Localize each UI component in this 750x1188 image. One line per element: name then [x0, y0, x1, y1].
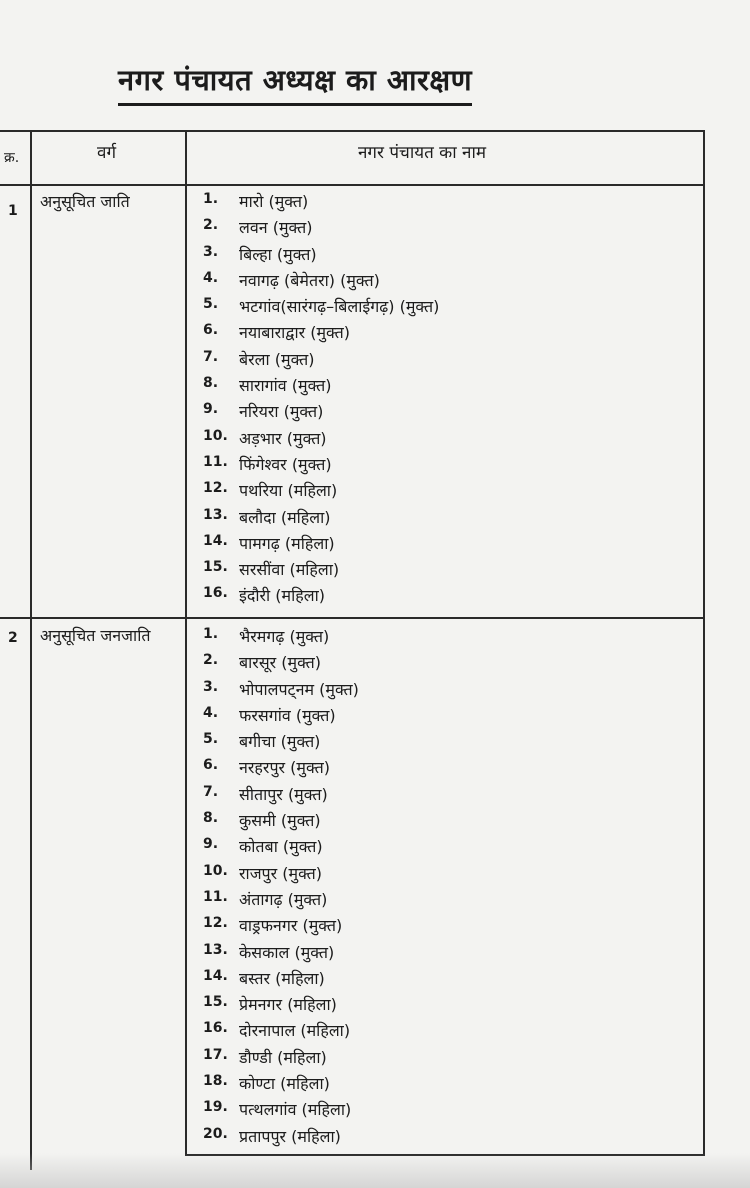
item-name: कुसमी (मुक्त) [239, 811, 321, 831]
list-item [203, 809, 359, 835]
list-item [203, 584, 439, 610]
item-number: 18. [203, 1073, 228, 1090]
item-number: 2. [203, 652, 219, 669]
item-number: 7. [203, 348, 219, 365]
list-item [203, 295, 439, 321]
table-right-border [703, 130, 705, 1155]
item-name: बस्तर (महिला) [239, 968, 325, 988]
row-category: अनुसूचित जनजाति [40, 626, 151, 645]
item-name: सीतापुर (मुक्त) [239, 784, 328, 804]
item-name: डौण्डी (महिला) [239, 1047, 327, 1067]
header-category: वर्ग [97, 143, 117, 163]
item-number: 20. [203, 1125, 228, 1142]
list-item [203, 730, 359, 756]
list-item [203, 348, 439, 374]
list-item [203, 1046, 359, 1072]
item-number: 10. [203, 427, 228, 444]
item-number: 10. [203, 862, 228, 879]
item-name: बिल्हा (मुक्त) [239, 244, 317, 264]
item-name: सरसींवा (महिला) [239, 560, 340, 580]
header-bottom-border [0, 184, 705, 186]
item-number: 9. [203, 401, 219, 418]
item-number: 14. [203, 532, 228, 549]
item-name: लवन (मुक्त) [239, 218, 313, 238]
item-name: भोपालपट्नम (मुक्त) [239, 679, 359, 699]
item-name: नरियरा (मुक्त) [239, 402, 324, 422]
item-number: 2. [203, 217, 219, 234]
list-item [203, 269, 439, 295]
item-number: 8. [203, 810, 219, 827]
item-name: भैरमगढ़ (मुक्त) [239, 627, 330, 646]
list-item [203, 321, 439, 347]
list-item [203, 756, 359, 782]
item-number: 3. [203, 678, 219, 695]
list-item [203, 1072, 359, 1098]
item-name: नरहरपुर (मुक्त) [239, 758, 330, 778]
item-name: भटगांव(सारंगढ़–बिलाईगढ़) (मुक्त) [239, 297, 440, 317]
row-serial: 2 [8, 630, 18, 646]
item-number: 13. [203, 941, 228, 958]
item-name: इंदौरी (महिला) [239, 586, 325, 606]
list-item [203, 993, 359, 1019]
list-item [203, 914, 359, 940]
item-number: 5. [203, 296, 219, 313]
item-number: 15. [203, 994, 228, 1011]
item-name: सारागांव (मुक्त) [239, 376, 332, 396]
item-number: 15. [203, 559, 228, 576]
list-item [203, 558, 439, 584]
item-number: 14. [203, 967, 228, 984]
item-name: अड़भार (मुक्त) [239, 428, 327, 448]
list-item [203, 941, 359, 967]
serial-column-border [30, 130, 32, 1170]
table-top-border [0, 130, 705, 132]
list-item [203, 243, 439, 269]
item-number: 4. [203, 269, 219, 286]
item-number: 17. [203, 1046, 228, 1063]
list-item [203, 479, 439, 505]
row-category: अनुसूचित जाति [40, 192, 130, 211]
panchayat-list [203, 190, 439, 611]
list-item [203, 862, 359, 888]
item-number: 1. [203, 191, 219, 207]
item-number: 6. [203, 322, 219, 339]
item-name: बारसूर (मुक्त) [239, 653, 322, 673]
item-name: पथरिया (महिला) [239, 481, 338, 501]
item-name: प्रतापपुर (महिला) [239, 1126, 341, 1146]
category-column-border [185, 130, 187, 1155]
item-number: 4. [203, 704, 219, 721]
list-item [203, 532, 439, 558]
item-number: 16. [203, 585, 228, 602]
item-name: केसकाल (मुक्त) [239, 942, 335, 962]
item-number: 5. [203, 731, 219, 748]
row-serial: 1 [8, 203, 18, 219]
item-name: मारो (मुक्त) [239, 192, 309, 211]
list-item [203, 651, 359, 677]
item-name: फरसगांव (मुक्त) [239, 705, 336, 725]
item-number: 6. [203, 757, 219, 774]
item-name: बगीचा (मुक्त) [239, 732, 321, 752]
item-number: 12. [203, 480, 228, 497]
item-number: 16. [203, 1020, 228, 1037]
item-name: वाड्रफनगर (मुक्त) [239, 916, 343, 936]
item-name: कोण्टा (महिला) [239, 1074, 330, 1094]
item-name: कोतबा (मुक्त) [239, 837, 323, 857]
item-name: नवागढ़ (बेमेतरा) (मुक्त) [239, 270, 380, 290]
item-name: दोरनापाल (महिला) [239, 1021, 351, 1041]
item-name: फिंगेश्वर (मुक्त) [239, 454, 332, 474]
list-item [203, 374, 439, 400]
item-name: बलौदा (महिला) [239, 507, 331, 527]
header-serial: क्र. [4, 150, 20, 166]
list-item [203, 427, 439, 453]
list-item [203, 625, 359, 651]
item-name: प्रेमनगर (महिला) [239, 995, 337, 1015]
item-number: 3. [203, 243, 219, 260]
list-item [203, 1019, 359, 1045]
item-number: 1. [203, 626, 219, 642]
item-number: 12. [203, 915, 228, 932]
item-number: 11. [203, 453, 228, 470]
item-number: 8. [203, 375, 219, 392]
item-number: 13. [203, 506, 228, 523]
row-divider [0, 617, 705, 619]
list-item [203, 704, 359, 730]
list-item [203, 835, 359, 861]
item-number: 7. [203, 783, 219, 800]
list-item [203, 783, 359, 809]
list-item [203, 1098, 359, 1124]
list-item [203, 678, 359, 704]
item-name: बेरला (मुक्त) [239, 349, 315, 369]
item-number: 9. [203, 836, 219, 853]
list-item [203, 216, 439, 242]
list-item [203, 190, 439, 216]
header-name: नगर पंचायत का नाम [358, 143, 487, 163]
item-name: नयाबाराद्वार (मुक्त) [239, 323, 350, 343]
list-item [203, 506, 439, 532]
item-name: अंतागढ़ (मुक्त) [239, 889, 328, 909]
item-number: 11. [203, 888, 228, 905]
item-name: पामगढ़ (महिला) [239, 533, 335, 553]
list-item [203, 967, 359, 993]
item-name: राजपुर (मुक्त) [239, 863, 323, 883]
page-shadow [0, 1153, 750, 1188]
item-name: पत्थलगांव (महिला) [239, 1100, 352, 1120]
panchayat-list [203, 625, 359, 1151]
list-item [203, 888, 359, 914]
list-item [203, 1125, 359, 1151]
list-item [203, 400, 439, 426]
item-number: 19. [203, 1099, 228, 1116]
page-title: नगर पंचायत अध्यक्ष का आरक्षण [118, 60, 472, 106]
list-item [203, 453, 439, 479]
